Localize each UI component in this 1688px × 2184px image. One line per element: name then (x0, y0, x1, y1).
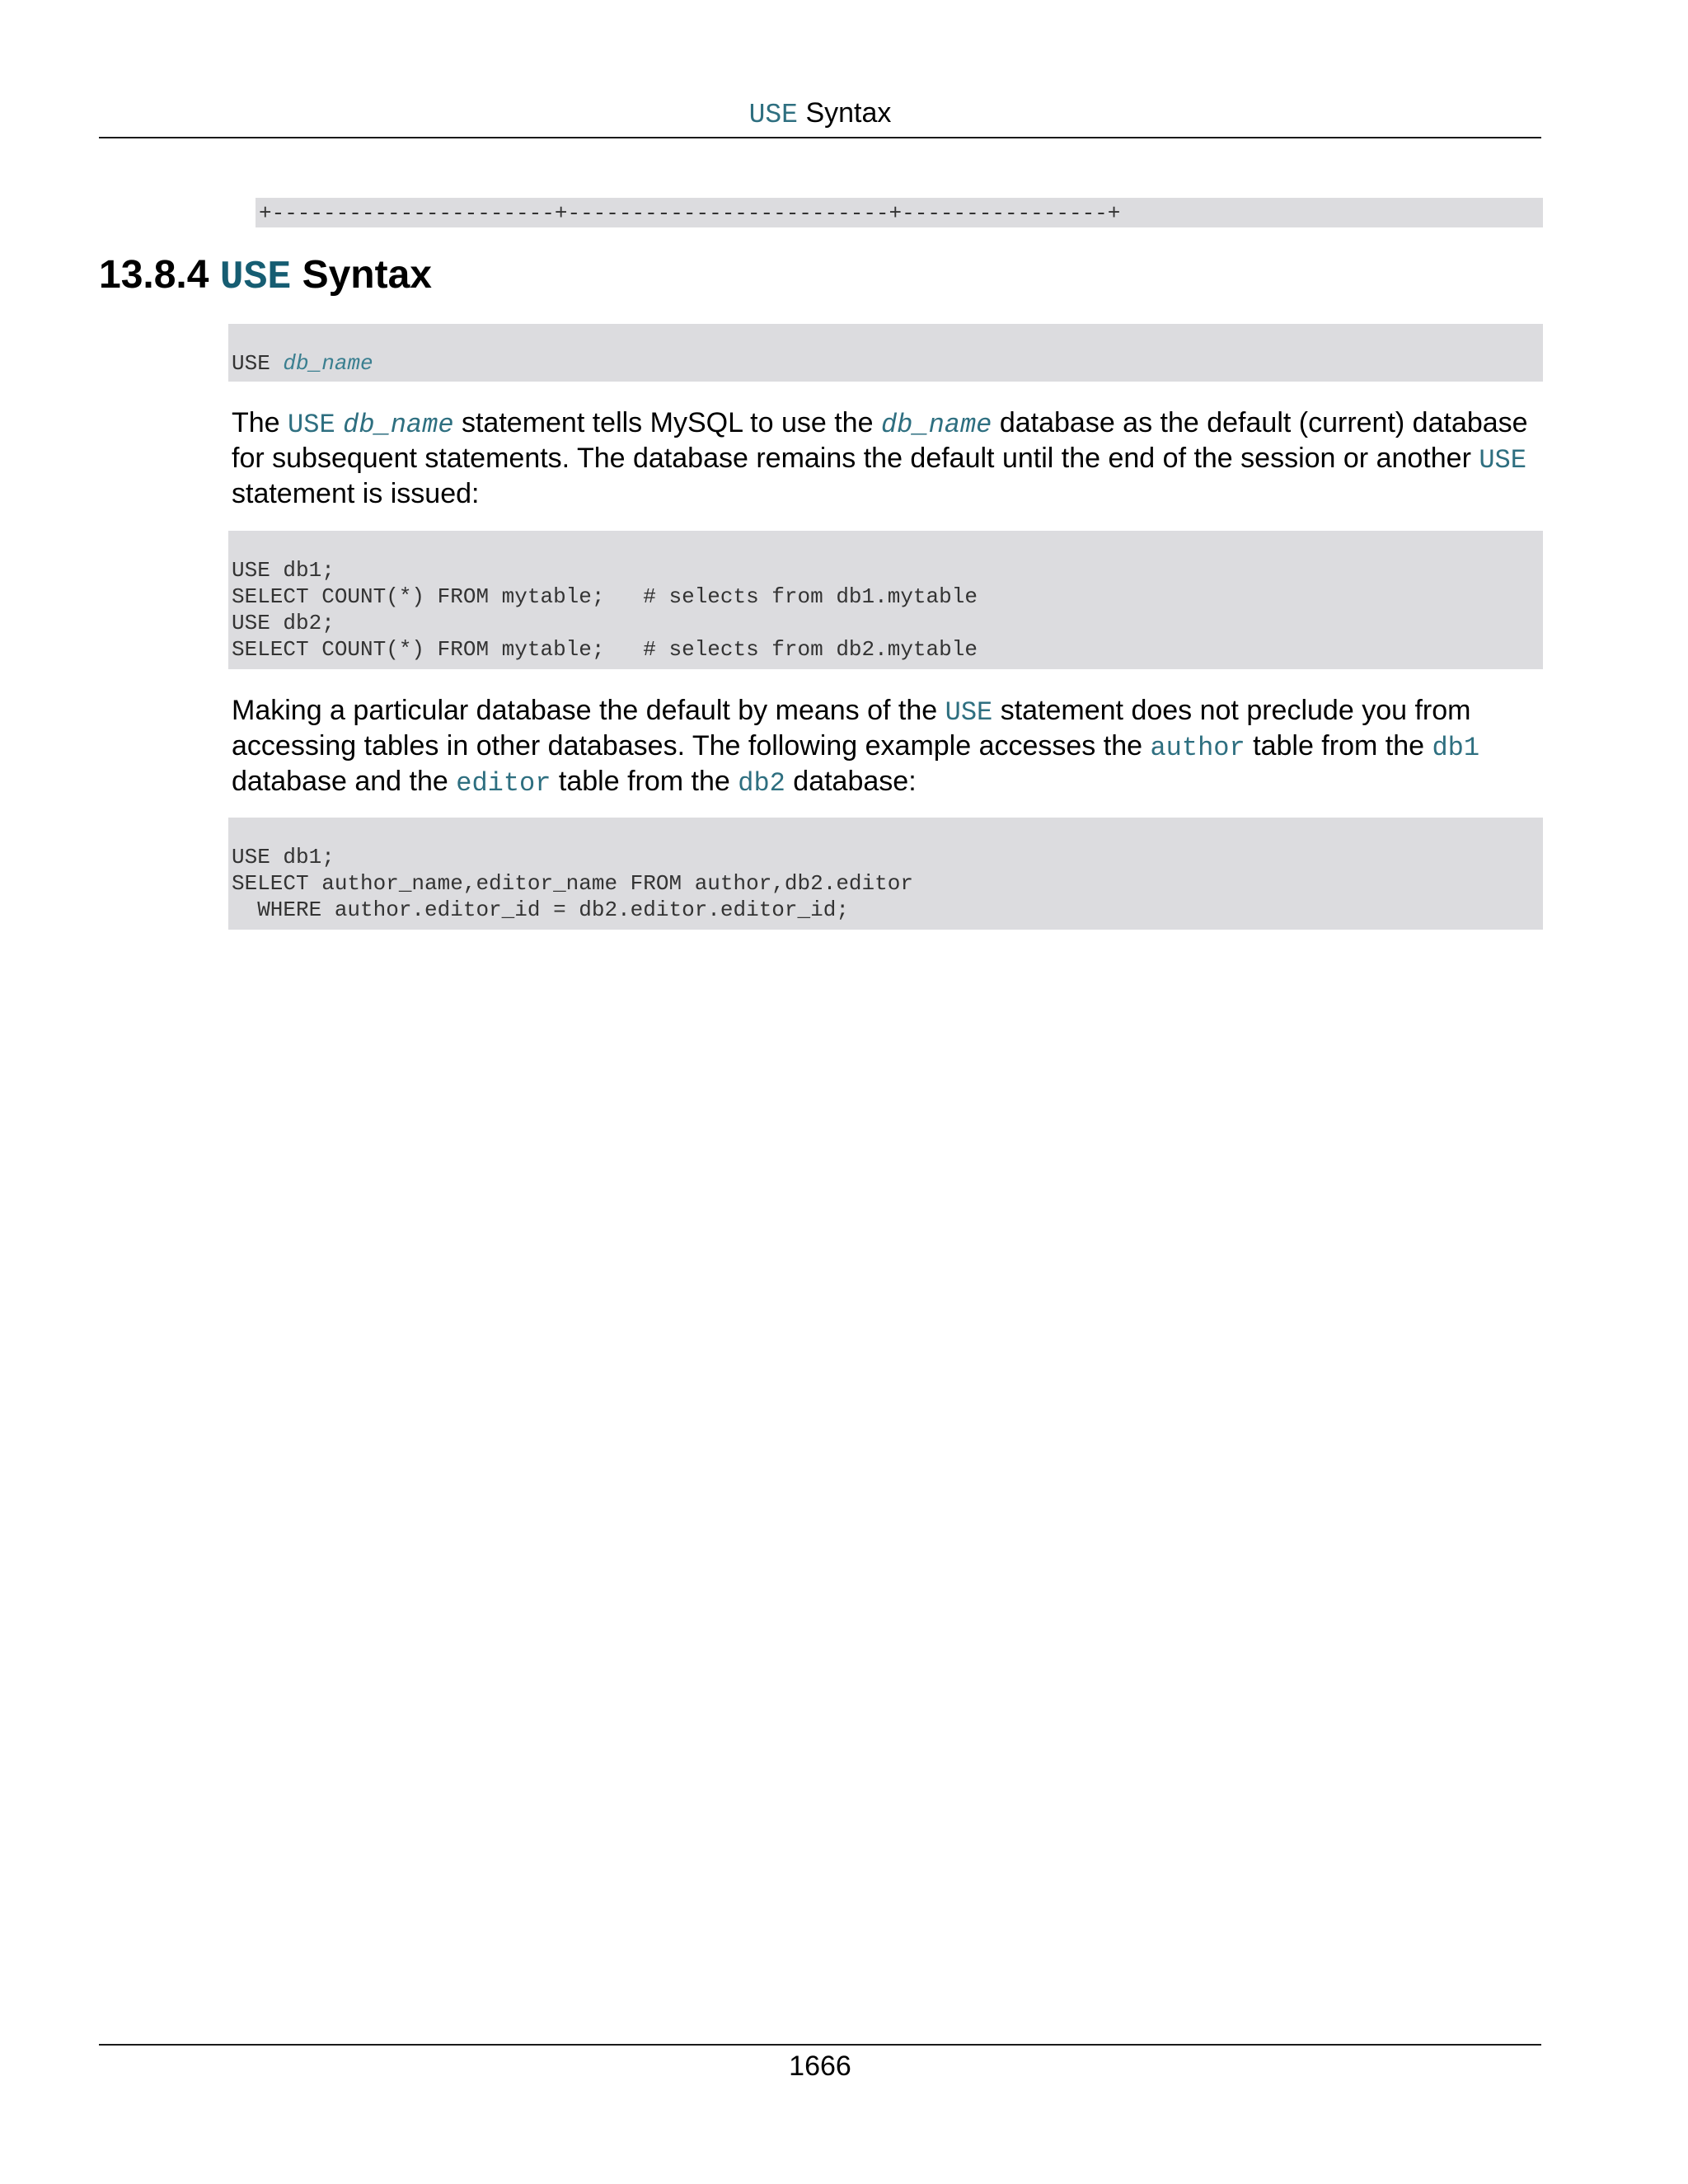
example2-code: USE db1; SELECT author_name,editor_name FROM author,db2.editor WHERE author.editor_id = db2.editor.editor_id; (232, 845, 913, 922)
paragraph1-text-4: statement is issued: (232, 478, 480, 509)
example1-code: USE db1; SELECT COUNT(*) FROM mytable; # selects from db1.mytable USE db2; SELECT COUNT(*) FROM mytable; # selects from db2.mytable (232, 558, 978, 662)
paragraph-use-description (232, 406, 1546, 510)
paragraph1-code-use: USE (288, 410, 335, 440)
example2-code-block (228, 818, 1543, 930)
paragraph1-var-db-name-2: db_name (880, 410, 992, 440)
running-header-code: USE (748, 100, 798, 130)
paragraph2-code-editor: editor (456, 768, 551, 799)
syntax-code (228, 324, 1543, 377)
paragraph1-text-3: database as the default (current) database for subsequent statements. The database remains the default until the end of the session or another (232, 407, 1528, 474)
running-header (99, 92, 1541, 136)
syntax-variable: db_name (283, 351, 373, 376)
table-fragment-block (256, 198, 1543, 227)
paragraph1-code-use-2: USE (1479, 445, 1526, 476)
paragraph2-code-db2: db2 (738, 768, 785, 799)
footer-rule (99, 2044, 1541, 2046)
section-title: Syntax (302, 253, 432, 297)
syntax-code-block (228, 324, 1543, 382)
paragraph2-code-author: author (1150, 733, 1245, 763)
running-header-text: Syntax (805, 97, 892, 129)
example1-code-block (228, 531, 1543, 669)
section-heading (99, 247, 432, 306)
section-number: 13.8.4 (99, 253, 209, 297)
paragraph2-text-2: statement does not preclude you from accessing tables in other databases. The following example accesses the (232, 695, 1471, 762)
paragraph2-code-use: USE (945, 697, 993, 728)
paragraph1-var-db-name: db_name (343, 410, 454, 440)
header-rule (99, 137, 1541, 138)
paragraph1-text-1: The (232, 407, 288, 438)
paragraph2-text-4: database and the (232, 766, 457, 797)
page-number: 1666 (789, 2050, 851, 2082)
paragraph2-text-3: table from the (1245, 730, 1432, 762)
paragraph2-text-1: Making a particular database the default by means of the (232, 695, 945, 726)
table-fragment-text: +----------------------+-------------------------+----------------+ (259, 201, 1121, 226)
paragraph-other-databases (232, 694, 1546, 800)
paragraph1-text-2: statement tells MySQL to use the (453, 407, 881, 438)
paragraph2-text-6: database: (785, 766, 917, 797)
paragraph2-code-db1: db1 (1432, 733, 1480, 763)
syntax-keyword: USE (232, 351, 270, 376)
paragraph2-text-5: table from the (551, 766, 738, 797)
section-code: USE (219, 255, 292, 300)
